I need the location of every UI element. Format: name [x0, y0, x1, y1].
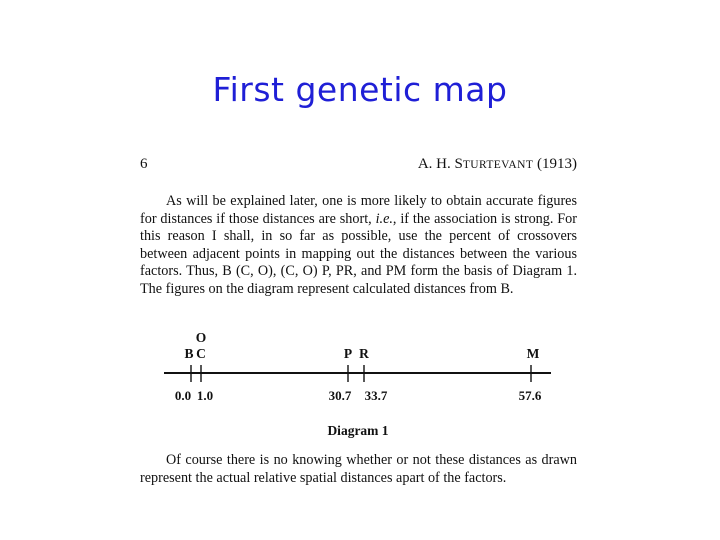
- factor-label-p: P: [343, 346, 353, 361]
- factor-label-o: O: [195, 330, 207, 345]
- page-number: 6: [140, 156, 148, 172]
- factor-label-b: B: [184, 346, 194, 361]
- paragraph-1-part-b: , if the association is strong. For this reason I shall, in so far as possible, use the percent of crossovers between adjacent points in mapping out the distances between the various factors. Thus, B (C, O), (C, O) P, PR, and PM form the basis of Diagram 1. The figures on the diagram represent calculated distances from B.: [140, 210, 577, 297]
- running-head-author-smallcaps: TURTEVANT: [462, 159, 534, 171]
- slide-title: First genetic map: [212, 70, 508, 109]
- distance-label-r: 33.7: [364, 388, 388, 403]
- paragraph-1-part-a: As will be explained later, one is more likely to obtain accurate figures for distances if those distances are short,: [140, 193, 577, 227]
- factor-label-r: R: [359, 346, 369, 361]
- paragraph-2: Of course there is no knowing whether or not these distances as drawn represent the actual relative spatial distances apart of the factors.: [140, 452, 577, 486]
- factor-label-c: C: [196, 346, 206, 361]
- distance-label-p: 30.7: [328, 388, 352, 403]
- running-head-year: (1913): [537, 156, 577, 172]
- running-head-author: A. H. S: [417, 156, 463, 172]
- distance-label-c: 1.0: [196, 388, 214, 403]
- factor-label-m: M: [526, 346, 540, 361]
- paragraph-1-ie: i.e.: [375, 210, 393, 227]
- diagram-caption: Diagram 1: [327, 423, 389, 438]
- distance-label-b: 0.0: [174, 388, 192, 403]
- distance-label-m: 57.6: [518, 388, 542, 403]
